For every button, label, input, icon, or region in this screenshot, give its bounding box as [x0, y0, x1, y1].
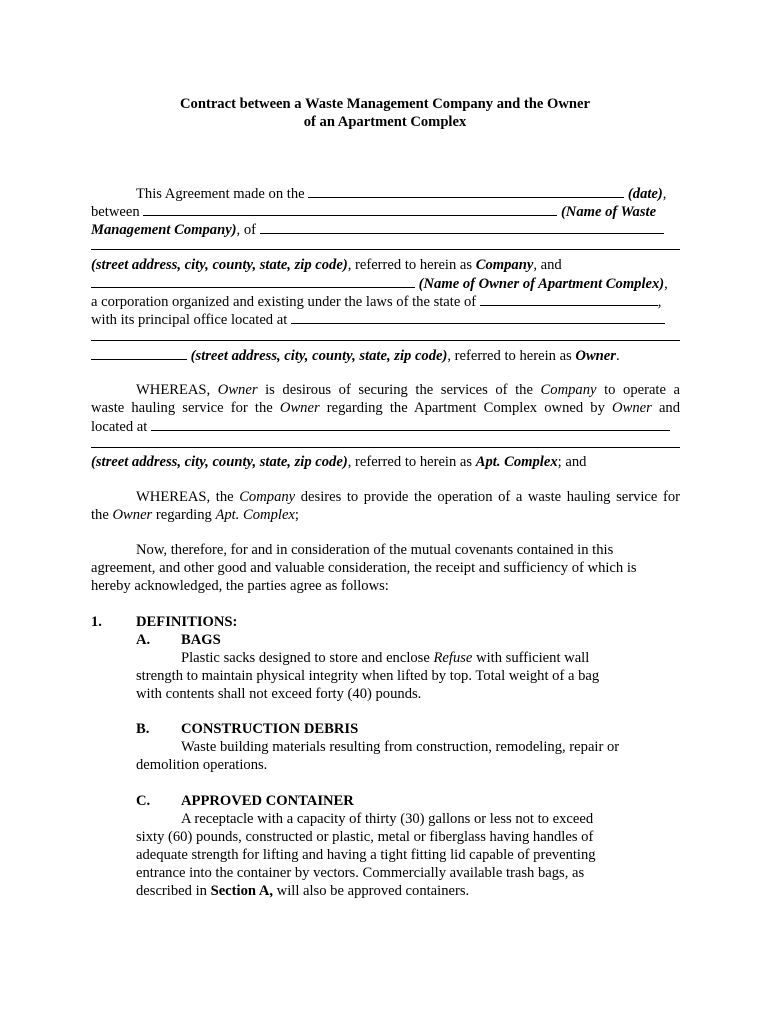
and-text: and [658, 400, 681, 416]
to-operate-text: to operate a [604, 382, 681, 398]
of-text: , of [236, 222, 257, 238]
approved-text: will also be approved containers. [276, 883, 470, 899]
owner-term: Owner [279, 400, 320, 416]
comma: , [662, 186, 667, 202]
date-blank [308, 184, 624, 198]
whereas2-line-2 [91, 506, 299, 524]
and-text: , and [533, 257, 562, 273]
comma: , [657, 294, 662, 310]
whereas2-line-1 [136, 488, 680, 506]
owner-term: Owner [217, 382, 258, 398]
date-label: (date) [627, 186, 663, 202]
comma: , [664, 276, 668, 292]
whereas1-line-1 [136, 381, 680, 399]
intro-line-5 [91, 256, 562, 274]
company-name-blank [143, 202, 557, 216]
principal-office-text: with its principal office located at [91, 312, 288, 328]
subsection-c-heading: APPROVED CONTAINER [181, 793, 354, 809]
whereas1-line-2 [91, 399, 680, 417]
company-term: Company [540, 382, 597, 398]
between-text: between [91, 204, 140, 220]
semicolon: ; [294, 507, 299, 523]
whereas1-line-5 [91, 453, 586, 471]
the-text: the [91, 507, 109, 523]
subsection-c-line-4: entrance into the container by vectors. Commercially available trash bags, as [136, 865, 585, 881]
document-title-line-1: Contract between a Waste Management Company and the Owner [180, 96, 590, 112]
street-address-label-1: (street address, city, county, state, zip code) [91, 257, 348, 273]
desirous-text: is desirous of securing the services of the [265, 382, 533, 398]
management-company-label: Management Company) [91, 222, 237, 238]
office-address-blank-1 [291, 310, 665, 324]
apt-address-blank-2 [91, 447, 680, 448]
document-title-line-2: of an Apartment Complex [303, 114, 467, 130]
subsection-b-line-1: Waste building materials resulting from construction, remodeling, repair or [181, 739, 620, 755]
refuse-term: Refuse [433, 650, 473, 666]
regarding-text: regarding [155, 507, 212, 523]
subsection-c-letter: C. [136, 793, 151, 809]
corporation-text: a corporation organized and existing under the laws of the state of [91, 294, 477, 310]
street-address-label-2: (street address, city, county, state, zip code) [190, 348, 448, 364]
intro-line-2 [91, 202, 656, 221]
subsection-c-line-3: adequate strength for lifting and having a tight fitting lid capable of preventing [136, 847, 596, 863]
company-address-blank-1 [260, 220, 664, 234]
company-term: Company [475, 257, 534, 273]
company-term: Company [239, 489, 296, 505]
subsection-a-heading: BAGS [181, 632, 221, 648]
street-address-label-3: (street address, city, county, state, zip code) [91, 454, 348, 470]
owner-term: Owner [112, 507, 153, 523]
subsection-a-letter: A. [136, 632, 151, 648]
subsection-c-line-5 [136, 882, 469, 900]
office-address-blank-3 [91, 346, 187, 360]
described-text: described in [136, 883, 207, 899]
owner-name-blank [91, 274, 415, 288]
hauling-text: waste hauling service for the [91, 400, 273, 416]
referred-text-1: , referred to herein as [347, 257, 473, 273]
office-address-blank-2 [91, 340, 680, 341]
subsection-b-line-2: demolition operations. [136, 757, 268, 773]
subsection-c-line-2: sixty (60) pounds, constructed or plastic, metal or fiberglass having handles of [136, 829, 594, 845]
semicolon-and: ; and [557, 454, 587, 470]
agreement-made-text: This Agreement made on the [136, 186, 305, 202]
name-of-owner-label: (Name of Owner of Apartment Complex) [418, 276, 665, 292]
referred-text-2: , referred to herein as [447, 348, 572, 364]
regarding-text: regarding the Apartment Complex owned by [326, 400, 605, 416]
subsection-b-heading: CONSTRUCTION DEBRIS [181, 721, 359, 737]
located-at-text: located at [91, 419, 148, 435]
desires-text: desires to provide the operation of a waste hauling service for [300, 489, 680, 505]
wall-text: with sufficient wall [476, 650, 590, 666]
whereas-text: WHEREAS, [136, 382, 211, 398]
subsection-c-line-1: A receptacle with a capacity of thirty (30) gallons or less not to exceed [181, 811, 594, 827]
intro-line-6 [91, 274, 668, 293]
company-address-blank-2 [91, 249, 680, 250]
bags-text: Plastic sacks designed to store and enclose [181, 650, 430, 666]
subsection-a-line-2: strength to maintain physical integrity when lifted by top. Total weight of a bag [136, 668, 600, 684]
section-a-ref: Section A, [210, 883, 274, 899]
intro-line-7 [91, 292, 661, 311]
state-blank [480, 292, 658, 306]
intro-line-1 [136, 184, 666, 203]
apt-complex-term: Apt. Complex [215, 507, 295, 523]
intro-line-3 [91, 220, 664, 239]
apt-complex-term: Apt. Complex [475, 454, 558, 470]
subsection-a-line-3: with contents shall not exceed forty (40) pounds. [136, 686, 422, 702]
subsection-a-line-1 [181, 649, 589, 667]
name-of-waste-label: (Name of Waste [560, 204, 657, 220]
section-1-number: 1. [91, 614, 102, 630]
now-therefore-line-2: agreement, and other good and valuable consideration, the receipt and sufficiency of which is [91, 560, 637, 576]
period: . [615, 348, 620, 364]
subsection-b-letter: B. [136, 721, 150, 737]
referred-text-3: , referred to herein as [347, 454, 473, 470]
now-therefore-line-3: hereby acknowledged, the parties agree as follows: [91, 578, 389, 594]
intro-line-10 [91, 346, 620, 365]
now-therefore-line-1: Now, therefore, for and in consideration of the mutual covenants contained in this [136, 542, 614, 558]
apt-address-blank-1 [151, 417, 670, 431]
whereas-text: WHEREAS, the [136, 489, 234, 505]
whereas1-line-3 [91, 417, 670, 436]
intro-line-8 [91, 310, 665, 329]
owner-term: Owner [575, 348, 616, 364]
section-1-heading: DEFINITIONS: [136, 614, 238, 630]
owner-term: Owner [612, 400, 652, 416]
